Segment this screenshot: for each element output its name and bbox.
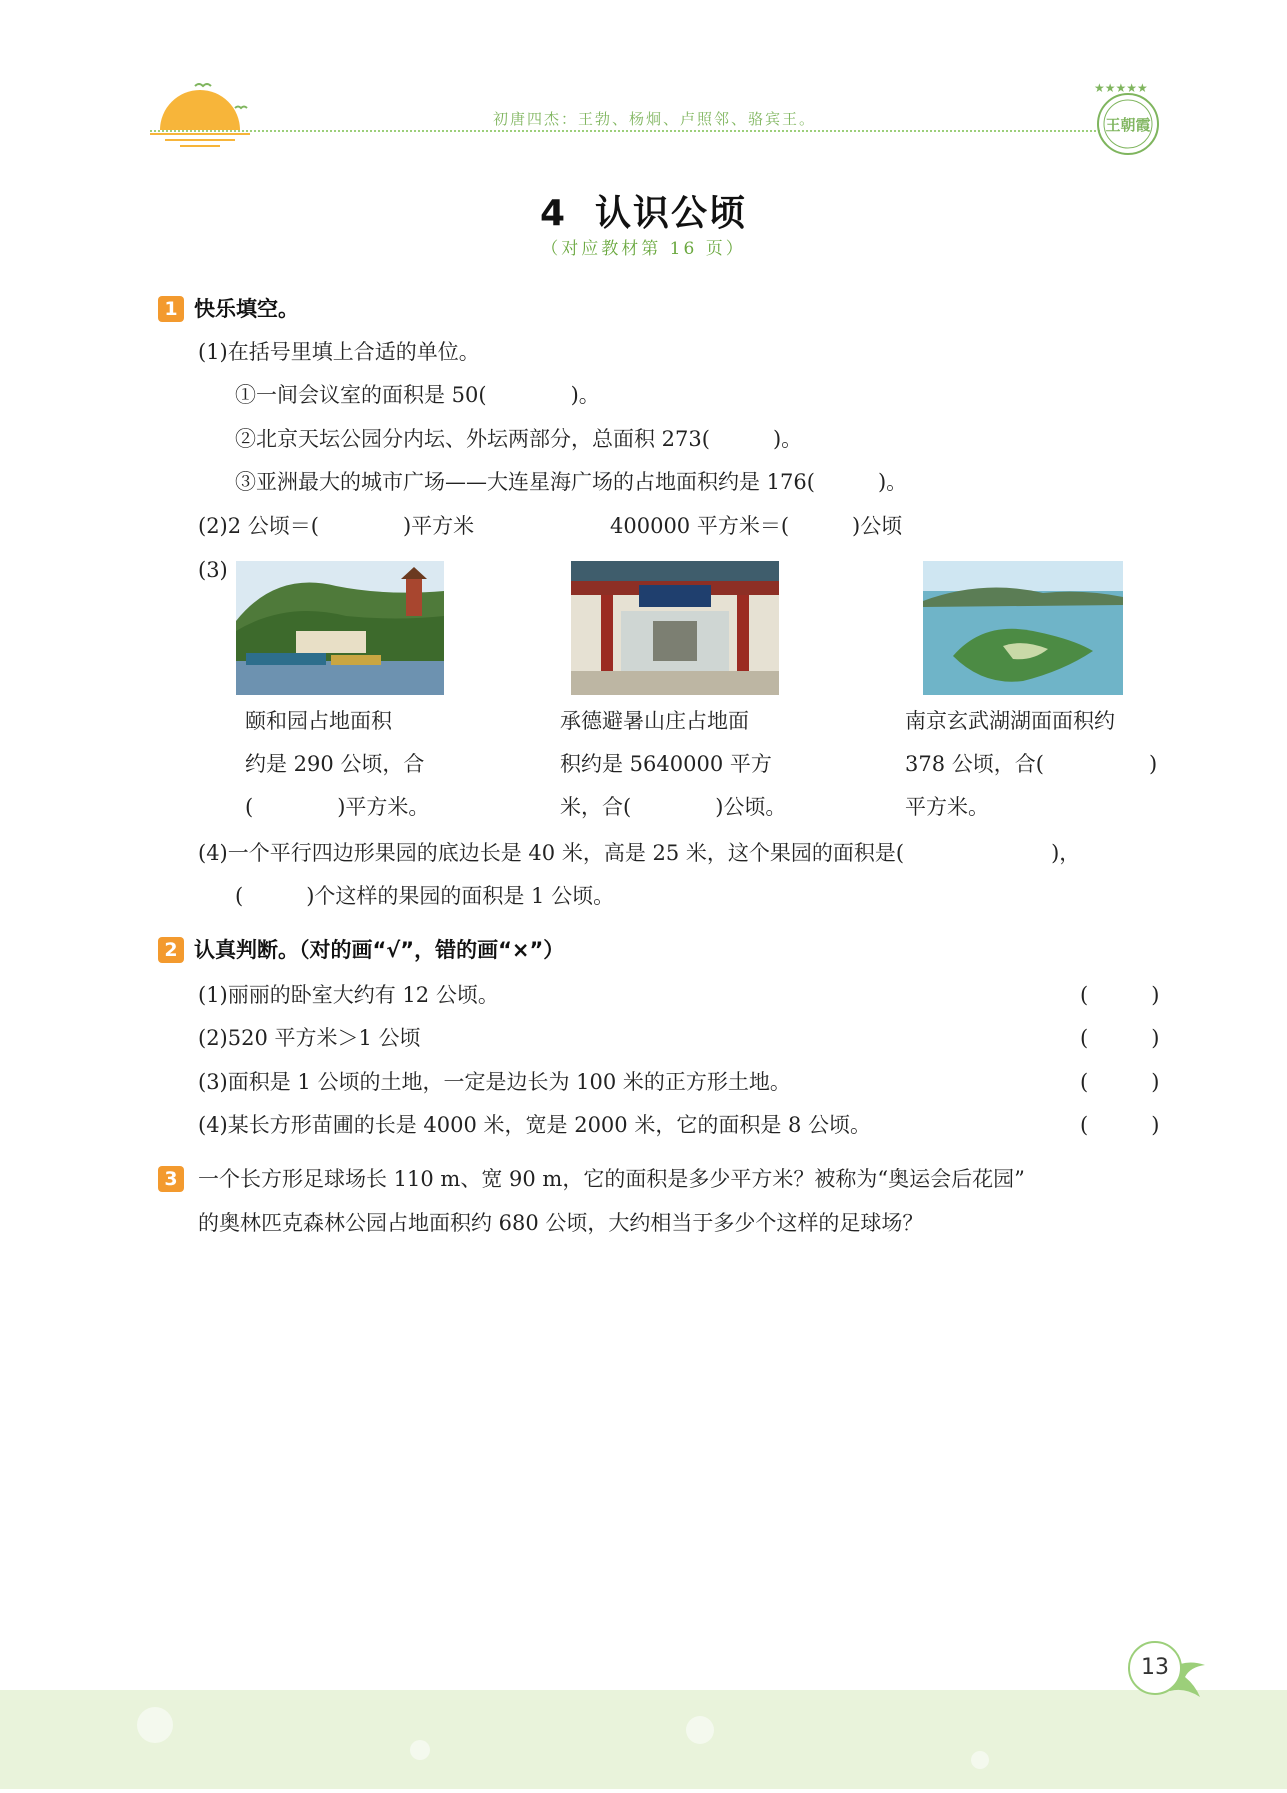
judge-answer-3[interactable]: ( ) [1080,1070,1160,1094]
q4-line-1[interactable]: (4)一个平行四边形果园的底边长是 40 米，高是 25 米，这个果园的面积是( )， [198,841,1081,865]
summer-palace-photo [236,561,444,695]
caption-summer-palace[interactable]: 颐和园占地面积 约是 290 公顷，合 ( )平方米。 [245,709,430,819]
chengde-mountain-resort-photo [571,561,779,695]
answer-area[interactable] [198,1250,1158,1670]
judge-answer-1[interactable]: ( ) [1080,983,1160,1007]
problem-3-line-1: 一个长方形足球场长 110 m、宽 90 m，它的面积是多少平方米？被称为“奥运会后花园” [198,1167,1025,1191]
caption-chengde[interactable]: 承德避暑山庄占地面 积约是 5640000 平方 米，合( )公顷。 [560,709,787,819]
q2-right[interactable]: 400000 平方米＝( )公顷 [610,514,903,538]
judge-item-1: (1)丽丽的卧室大约有 12 公顷。 [198,983,499,1007]
xuanwu-lake-photo [923,561,1123,695]
judge-item-3: (3)面积是 1 公顷的土地，一定是边长为 100 米的正方形土地。 [198,1070,791,1094]
judge-answer-2[interactable]: ( ) [1080,1026,1160,1050]
lesson-number: 4 [539,193,568,234]
section-2-badge: 2 [158,937,184,963]
section-3-heading [158,1165,194,1193]
judge-item-4: (4)某长方形苗圃的长是 4000 米，宽是 2000 米，它的面积是 8 公顷。 [198,1113,872,1137]
q4-line-2[interactable]: ( )个这样的果园的面积是 1 公顷。 [235,884,615,908]
caption-xuanwu-lake[interactable]: 南京玄武湖湖面面积约 378 公顷，合( ) 平方米。 [905,709,1158,819]
judge-item-2: (2)520 平方米＞1 公顷 [198,1026,421,1050]
q3-label: (3) [198,558,228,582]
section-2-title: 认真判断。（对的画“√”，错的画“×”） [194,938,565,962]
section-2-heading [158,936,564,964]
q2-left[interactable]: (2)2 公顷＝( )平方米 [198,514,475,538]
page-number: 13 [1128,1641,1182,1695]
sunset-icon [150,78,250,148]
footer-band [0,1690,1287,1789]
q1-b[interactable]: ②北京天坛公园分内坛、外坛两部分，总面积 273( )。 [235,427,803,451]
header-quote: 初唐四杰：王勃、杨炯、卢照邻、骆宾王。 [493,110,817,128]
q1-c[interactable]: ③亚洲最大的城市广场——大连星海广场的占地面积约是 176( )。 [235,470,908,494]
problem-3-line-2: 的奥林匹克森林公园占地面积约 680 公顷，大约相当于多少个这样的足球场？ [198,1211,924,1235]
svg-text:★★★★★: ★★★★★ [1094,81,1148,95]
header-divider [150,130,1100,132]
section-1-title: 快乐填空。 [194,297,299,321]
lesson-title: 认识公顷 [595,193,748,234]
q1-intro: (1)在括号里填上合适的单位。 [198,340,480,364]
section-3-badge: 3 [158,1166,184,1192]
q1-a[interactable]: ①一间会议室的面积是 50( )。 [235,383,600,407]
section-1-heading [158,295,299,323]
judge-answer-4[interactable]: ( ) [1080,1113,1160,1137]
page-title [0,185,1287,236]
section-1-badge: 1 [158,296,184,322]
brand-logo [1088,78,1168,163]
textbook-reference: （对应教材第 16 页） [541,239,746,259]
logo-text: 王朝霞 [1105,116,1151,134]
